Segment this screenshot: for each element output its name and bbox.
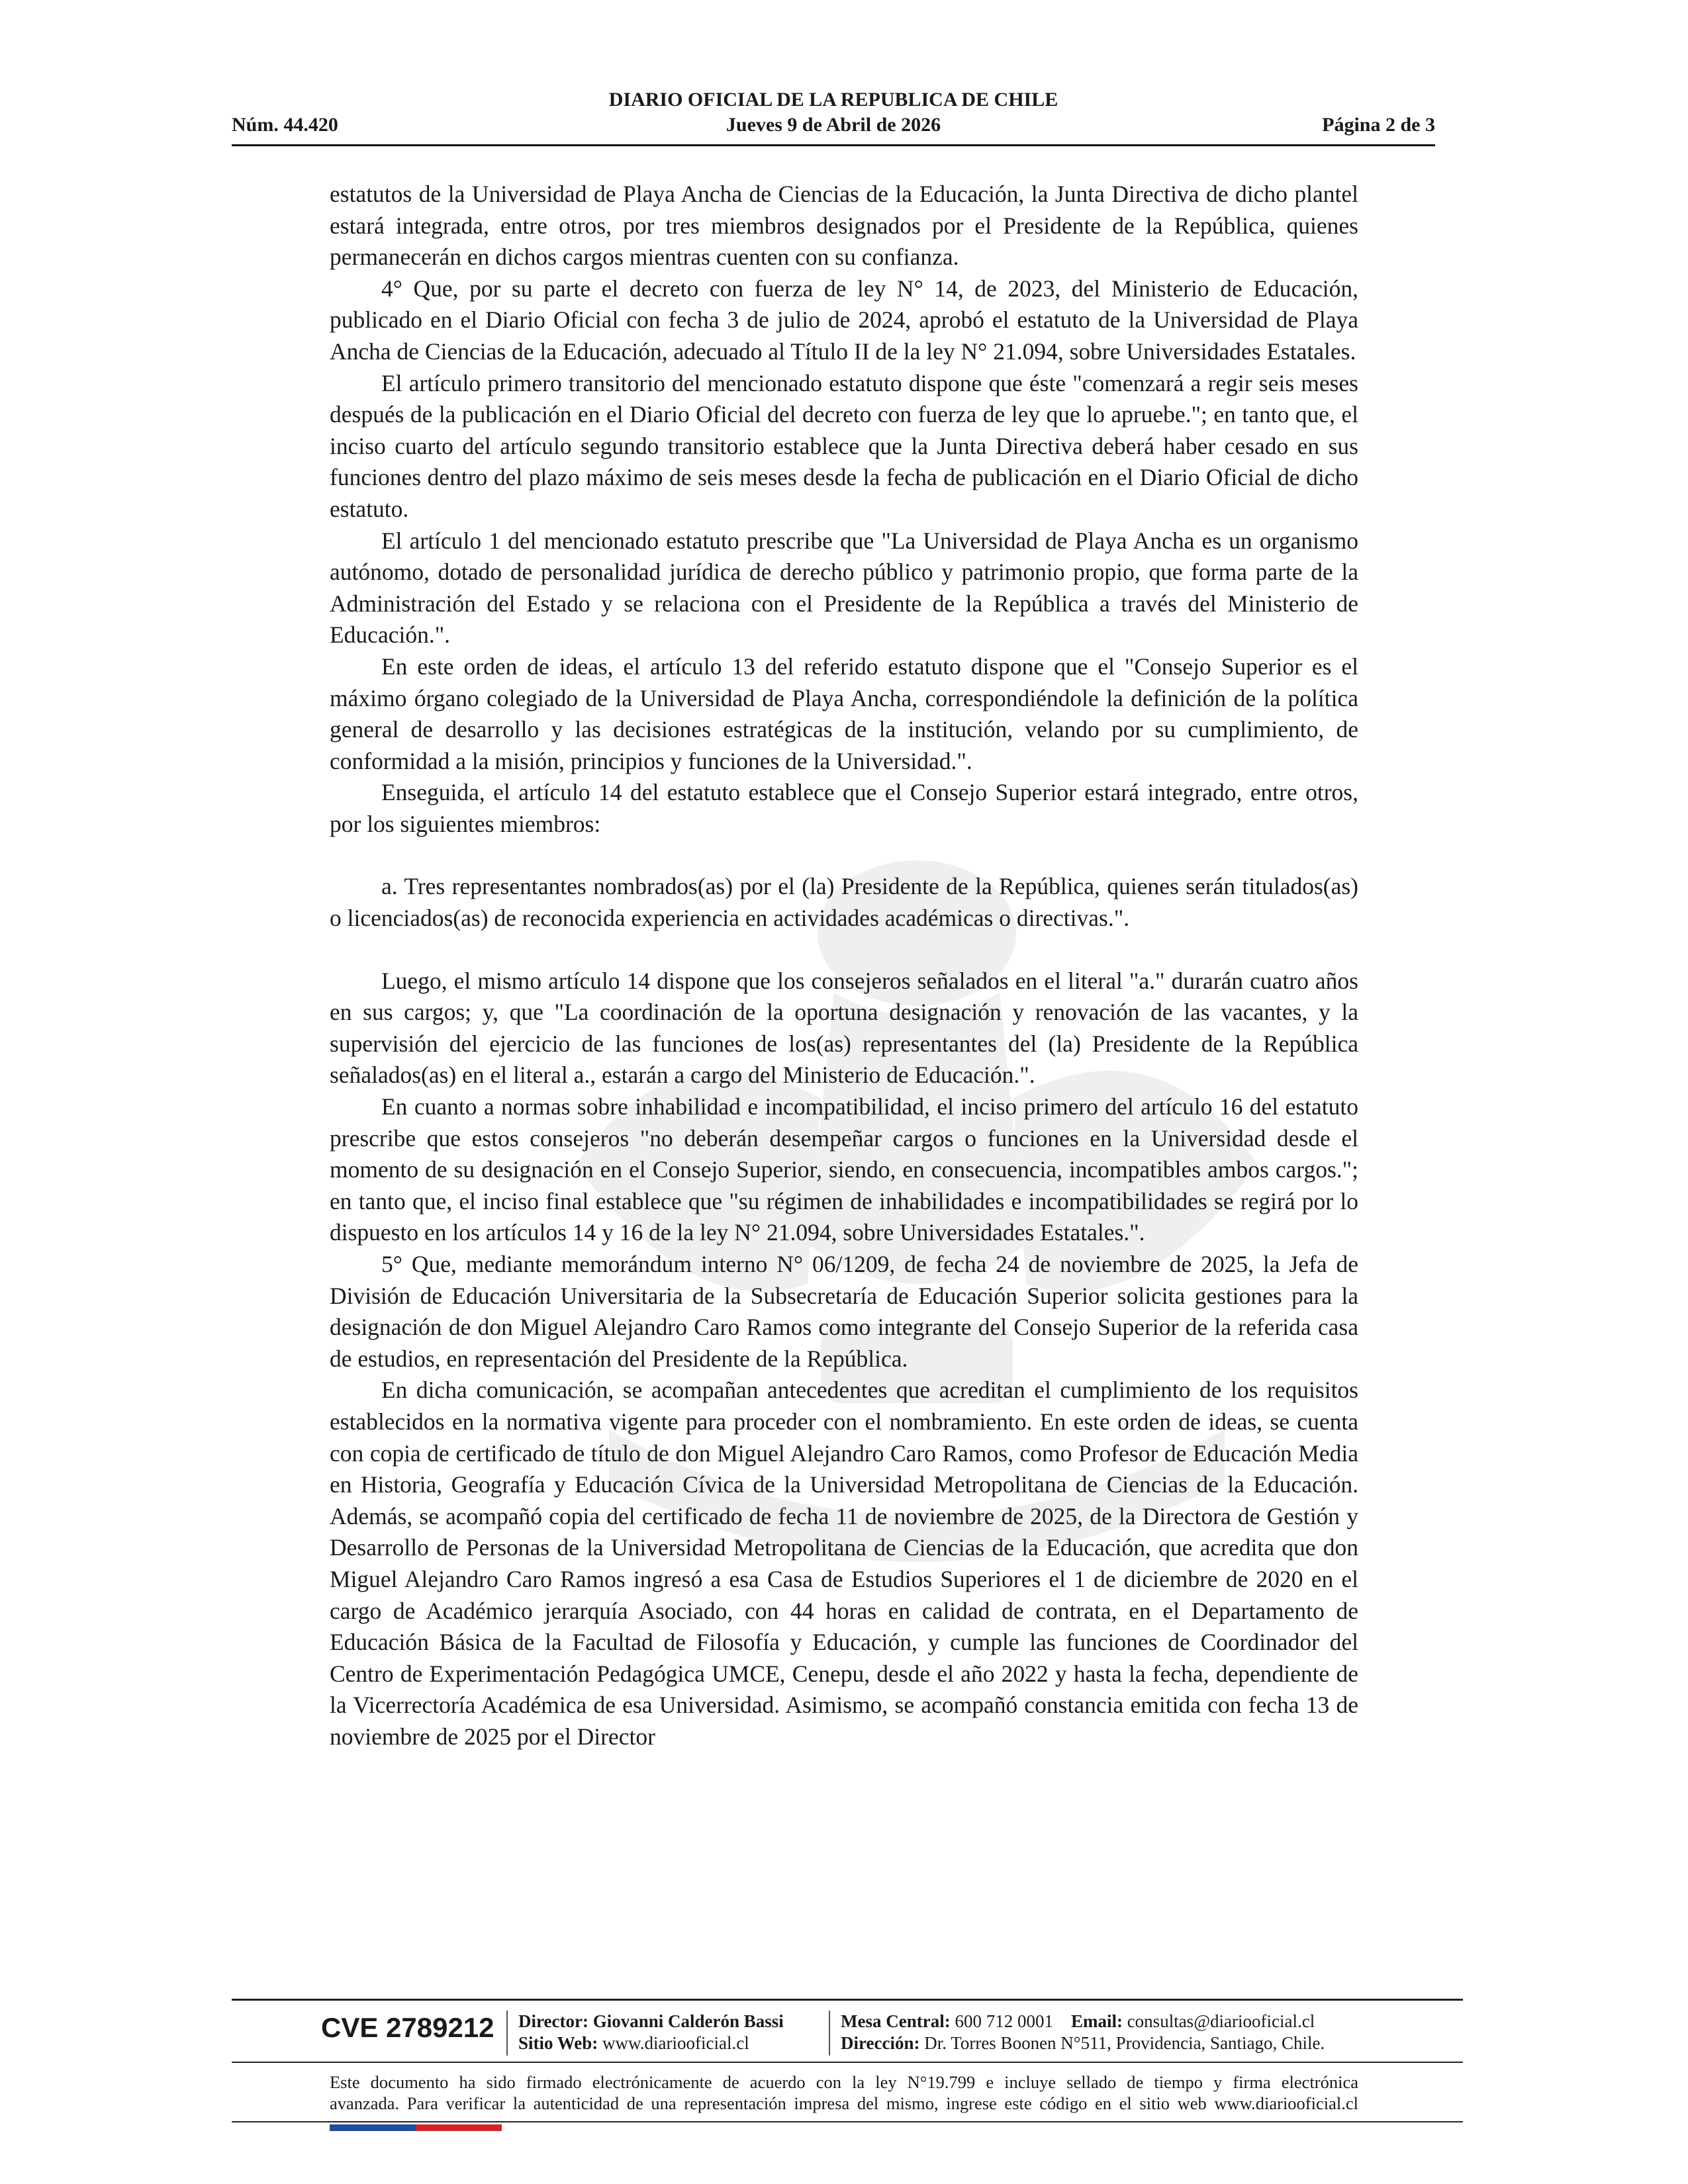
paragraph: Luego, el mismo artículo 14 dispone que los consejeros señalados en el literal "a." durarán cuatro años en sus cargos; y, que "La coordinación de la oportuna designación y renovación de las vacantes, y la supervisión del ejercicio de las funciones de los(as) representantes del (la) Presidente de la República señalados(as) en el literal a., estarán a cargo del Ministerio de Educación.". (330, 967, 1358, 1089)
footer-mid-rule (232, 2062, 1463, 2063)
legal-notice (330, 2071, 1358, 2114)
legal-line: Este documento ha sido firmado electrónicamente de acuerdo con la ley N°19.799 e incluye sellado de tiempo y firma electrónica (330, 2072, 1358, 2092)
director-label: Director: (518, 2011, 588, 2031)
publication-date: Jueves 9 de Abril de 2026 (726, 114, 941, 136)
email-label: Email: (1070, 2011, 1123, 2031)
paragraph: 5° Que, mediante memorándum interno N° 06/1209, de fecha 24 de noviembre de 2025, la Jefa de División de Educación Universitaria de la Subsecretaría de Educación Superior solicita gestiones para la designación de don Miguel Alejandro Caro Ramos como integrante del Consejo Superior de la referida casa de estudios, en representación del Presidente de la República. (330, 1251, 1358, 1372)
address-value: Dr. Torres Boonen N°511, Providencia, Santiago, Chile. (924, 2033, 1325, 2053)
page-header (232, 85, 1435, 146)
legal-line: avanzada. Para verificar la autenticidad de una representación impresa del mismo, ingrese este código en el sitio web www.diariooficial.cl (330, 2093, 1358, 2113)
site-link[interactable]: www.diariooficial.cl (602, 2033, 749, 2053)
paragraph: estatutos de la Universidad de Playa Ancha de Ciencias de la Educación, la Junta Directiva de dicho plantel estará integrada, entre otros, por tres miembros designados por el Presidente de la República, quienes permanecerán en dichos cargos mientras cuenten con su confianza. (330, 181, 1358, 271)
footer-top-rule (232, 1999, 1463, 2001)
footer-contact-block (841, 2011, 1325, 2054)
issue-number: Núm. 44.420 (232, 114, 338, 136)
cve-code: CVE 2789212 (321, 2012, 494, 2043)
paragraph: 4° Que, por su parte el decreto con fuerza de ley N° 14, de 2023, del Ministerio de Educación, publicado en el Diario Oficial con fecha 3 de julio de 2024, aprobó el estatuto de la Universidad de Playa Ancha de Ciencias de la Educación, adecuado al Título II de la ley N° 21.094, sobre Universidades Estatales. (330, 275, 1358, 365)
mesa-phone: 600 712 0001 (955, 2011, 1053, 2031)
paragraph: El artículo primero transitorio del mencionado estatuto dispone que éste "comenzará a regir seis meses después de la publicación en el Diario Oficial del decreto con fuerza de ley que lo apruebe."; en tanto que, el inciso cuarto del artículo segundo transitorio establece que la Junta Directiva deberá haber cesado en sus funciones dentro del plazo máximo de seis meses desde la fecha de publicación en el Diario Oficial de dicho estatuto. (330, 369, 1358, 522)
director-name: Giovanni Calderón Bassi (592, 2011, 784, 2031)
page-number: Página 2 de 3 (1322, 114, 1435, 136)
footer-info (232, 2005, 1463, 2058)
paragraph: El artículo 1 del mencionado estatuto prescribe que "La Universidad de Playa Ancha es un organismo autónomo, dotado de personalidad jurídica de derecho público y patrimonio propio, que forma parte de la Administración del Estado y se relaciona con el Presidente de la República a través del Ministerio de Educación.". (330, 527, 1358, 649)
paragraph: Enseguida, el artículo 14 del estatuto establece que el Consejo Superior estará integrado, entre otros, por los siguientes miembros: (330, 779, 1358, 837)
footer-divider (829, 2011, 830, 2056)
address-label: Dirección: (841, 2033, 920, 2053)
email-link[interactable]: consultas@diariooficial.cl (1127, 2011, 1315, 2031)
footer-divider (506, 2011, 508, 2056)
paragraph: En cuanto a normas sobre inhabilidad e incompatibilidad, el inciso primero del artículo 16 del estatuto prescribe que estos consejeros "no deberán desempeñar cargos o funciones en la Universidad desde el momento de su designación en el Consejo Superior, siendo, en consecuencia, incompatibles ambos cargos."; en tanto que, el inciso final establece que "su régimen de inhabilidades e incompatibilidades se regirá por lo dispuesto en los artículos 14 y 16 de la ley N° 21.094, sobre Universidades Estatales.". (330, 1093, 1358, 1246)
publication-title: DIARIO OFICIAL DE LA REPUBLICA DE CHILE (608, 89, 1058, 111)
flag-color-bar (330, 2124, 502, 2131)
site-label: Sitio Web: (518, 2033, 598, 2053)
document-body (330, 179, 1358, 1753)
footer-bottom-rule (232, 2121, 1463, 2122)
paragraph: En este orden de ideas, el artículo 13 del referido estatuto dispone que el "Consejo Superior es el máximo órgano colegiado de la Universidad de Playa Ancha, correspondiéndole la definición de la política general de desarrollo y las decisiones estratégicas de la institución, velando por su cumplimiento, de conformidad a la misión, principios y funciones de la Universidad.". (330, 653, 1358, 774)
paragraph: En dicha comunicación, se acompañan antecedentes que acreditan el cumplimiento de los requisitos establecidos en la normativa vigente para proceder con el nombramiento. En este orden de ideas, se cuenta con copia de certificado de título de don Miguel Alejandro Caro Ramos, como Profesor de Educación Media en Historia, Geografía y Educación Cívica de la Universidad Metropolitana de Ciencias de la Educación. Además, se acompañó copia del certificado de fecha 11 de noviembre de 2025, de la Directora de Gestión y Desarrollo de Personas de la Universidad Metropolitana de Ciencias de la Educación, que acredita que don Miguel Alejandro Caro Ramos ingresó a esa Casa de Estudios Superiores el 1 de diciembre de 2020 en el cargo de Académico jerarquía Asociado, con 44 horas en calidad de contrata, en el Departamento de Educación Básica de la Facultad de Filosofía y Educación, y cumple las funciones de Coordinador del Centro de Experimentación Pedagógica UMCE, Cenepu, desde el año 2022 y hasta la fecha, dependiente de la Vicerrectoría Académica de esa Universidad. Asimismo, se acompañó constancia emitida con fecha 13 de noviembre de 2025 por el Director (330, 1377, 1358, 1750)
footer-director-block (518, 2011, 784, 2054)
flag-blue-segment (330, 2124, 416, 2131)
quoted-literal: a. Tres representantes nombrados(as) por el (la) Presidente de la República, quienes serán titulados(as) o licenciados(as) de reconocida experiencia en actividades académicas o directivas.". (330, 873, 1358, 932)
mesa-label: Mesa Central: (841, 2011, 951, 2031)
flag-red-segment (416, 2124, 502, 2131)
